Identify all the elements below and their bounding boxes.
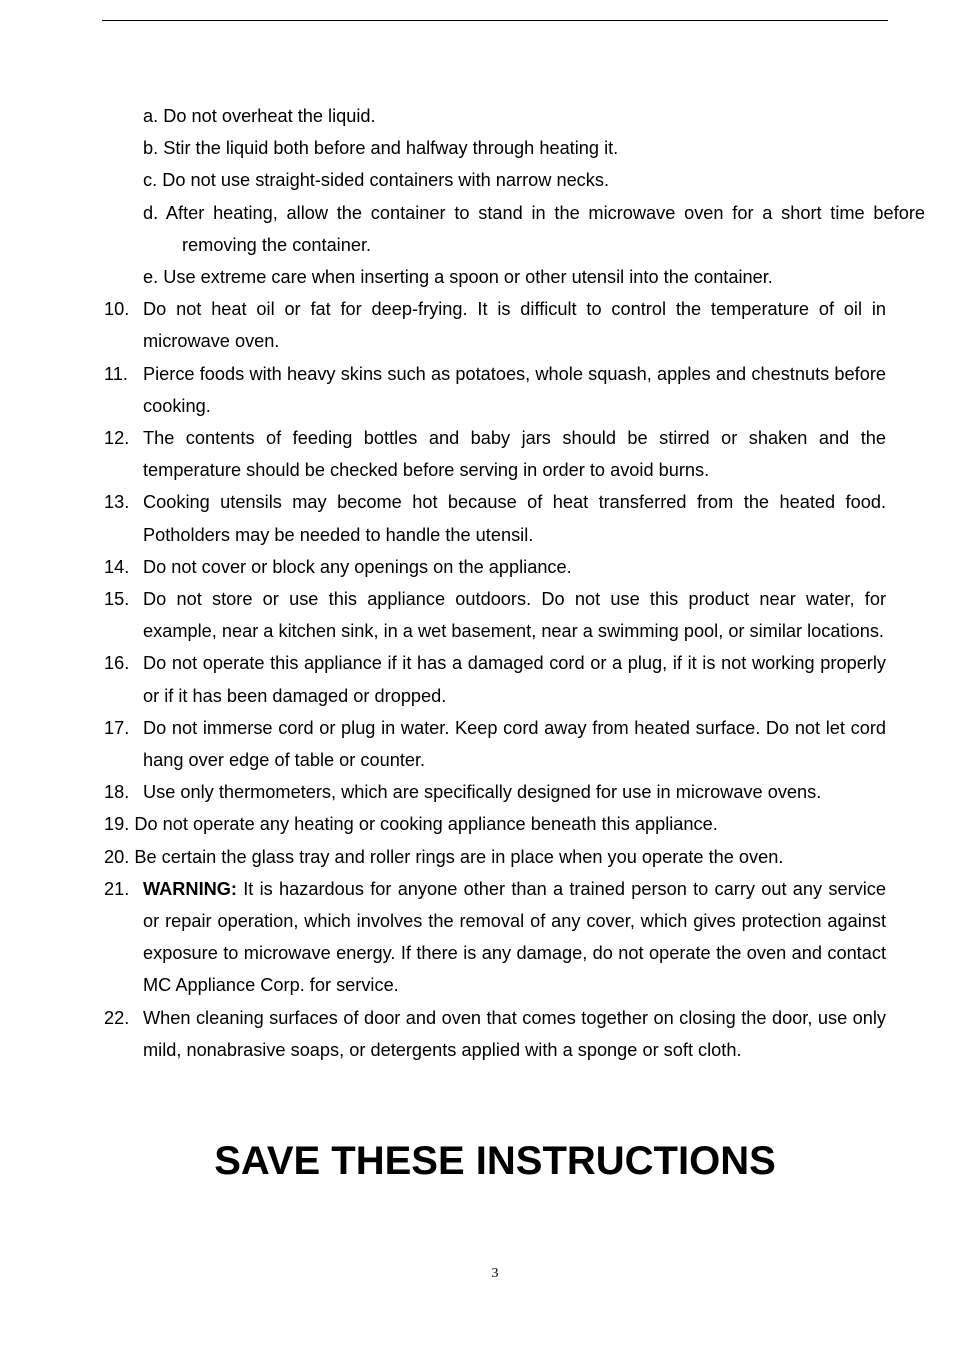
item-number: 19. [104,814,130,835]
item-number: 15. [104,589,130,610]
item-text: Be certain the glass tray and roller rings are in place when you operate the oven. [134,846,784,867]
list-item-18 [104,776,886,808]
page-number: 3 [491,1266,499,1281]
item-text: Do not heat oil or fat for deep-frying. It is difficult to control the temperature of oil in microwave oven. [143,299,886,352]
item-number: 14. [104,556,130,577]
sub-item-a: a. Do not overheat the liquid. [143,106,376,126]
item-number: 20. [104,846,130,867]
item-number: 13. [104,492,130,513]
list-item-21 [104,873,886,1002]
item-text: The contents of feeding bottles and baby jars should be stirred or shaken and the temperature should be checked before serving in order to avoid burns. [143,428,886,481]
list-item-10 [104,293,886,357]
item-text: Do not immerse cord or plug in water. Keep cord away from heated surface. Do not let cord hang over edge of table or counter. [143,717,886,771]
sub-item-c: c. Do not use straight-sided containers with narrow necks. [143,170,610,191]
item-number: 21. [104,878,130,899]
list-item-19 [104,808,886,840]
list-item-22 [104,1002,886,1066]
item-text: Do not operate any heating or cooking appliance beneath this appliance. [134,814,718,835]
list-item-11 [104,358,886,422]
item-text: Use only thermometers, which are specifically designed for use in microwave ovens. [143,782,822,803]
item-number: 16. [104,653,130,674]
warning-label: WARNING: [143,878,237,899]
item-number: 12. [104,428,130,449]
item-text: When cleaning surfaces of door and oven that comes together on closing the door, use only mild, nonabrasive soaps, or detergents applied with a sponge or soft cloth. [143,1007,886,1060]
header-rule [102,20,888,21]
item-number: 17. [104,717,130,738]
item-number: 10. [104,299,130,320]
list-item-13 [104,486,886,550]
item-text: It is hazardous for anyone other than a trained person to carry out any service or repair operation, which involves the removal of any cover, which gives protection against exposure to microwave energy. If there is any damage, do not operate the oven and contact MC Appliance Corp. for service. [143,878,886,996]
item-number: 11. [104,363,128,384]
item-number: 22. [104,1007,130,1028]
item-text: Do not cover or block any openings on the appliance. [143,556,572,577]
sub-item-d: d. After heating, allow the container to stand in the microwave oven for a short time before removing the container. [143,202,925,255]
page-title: SAVE THESE INSTRUCTIONS [214,1139,776,1183]
item-number: 18. [104,782,130,803]
item-text: Do not operate this appliance if it has a damaged cord or a plug, if it is not working properly or if it has been damaged or dropped. [143,653,886,706]
list-item-17 [104,712,886,776]
instructions-list [0,100,954,1066]
list-item-16 [104,647,886,711]
item-text: Pierce foods with heavy skins such as potatoes, whole squash, apples and chestnuts before cooking. [143,363,886,416]
list-item-15 [104,583,886,647]
item-text: Do not store or use this appliance outdoors. Do not use this product near water, for example, near a kitchen sink, in a wet basement, near a swimming pool, or similar locations. [143,589,886,642]
sub-item-b: b. Stir the liquid both before and halfway through heating it. [143,138,619,159]
list-item-14 [104,551,886,583]
item-text: Cooking utensils may become hot because of heat transferred from the heated food. Potholders may be needed to handle the utensil. [143,492,886,545]
list-item-20 [104,841,886,873]
list-item-12 [104,422,886,486]
sub-item-e: e. Use extreme care when inserting a spoon or other utensil into the container. [143,267,773,288]
